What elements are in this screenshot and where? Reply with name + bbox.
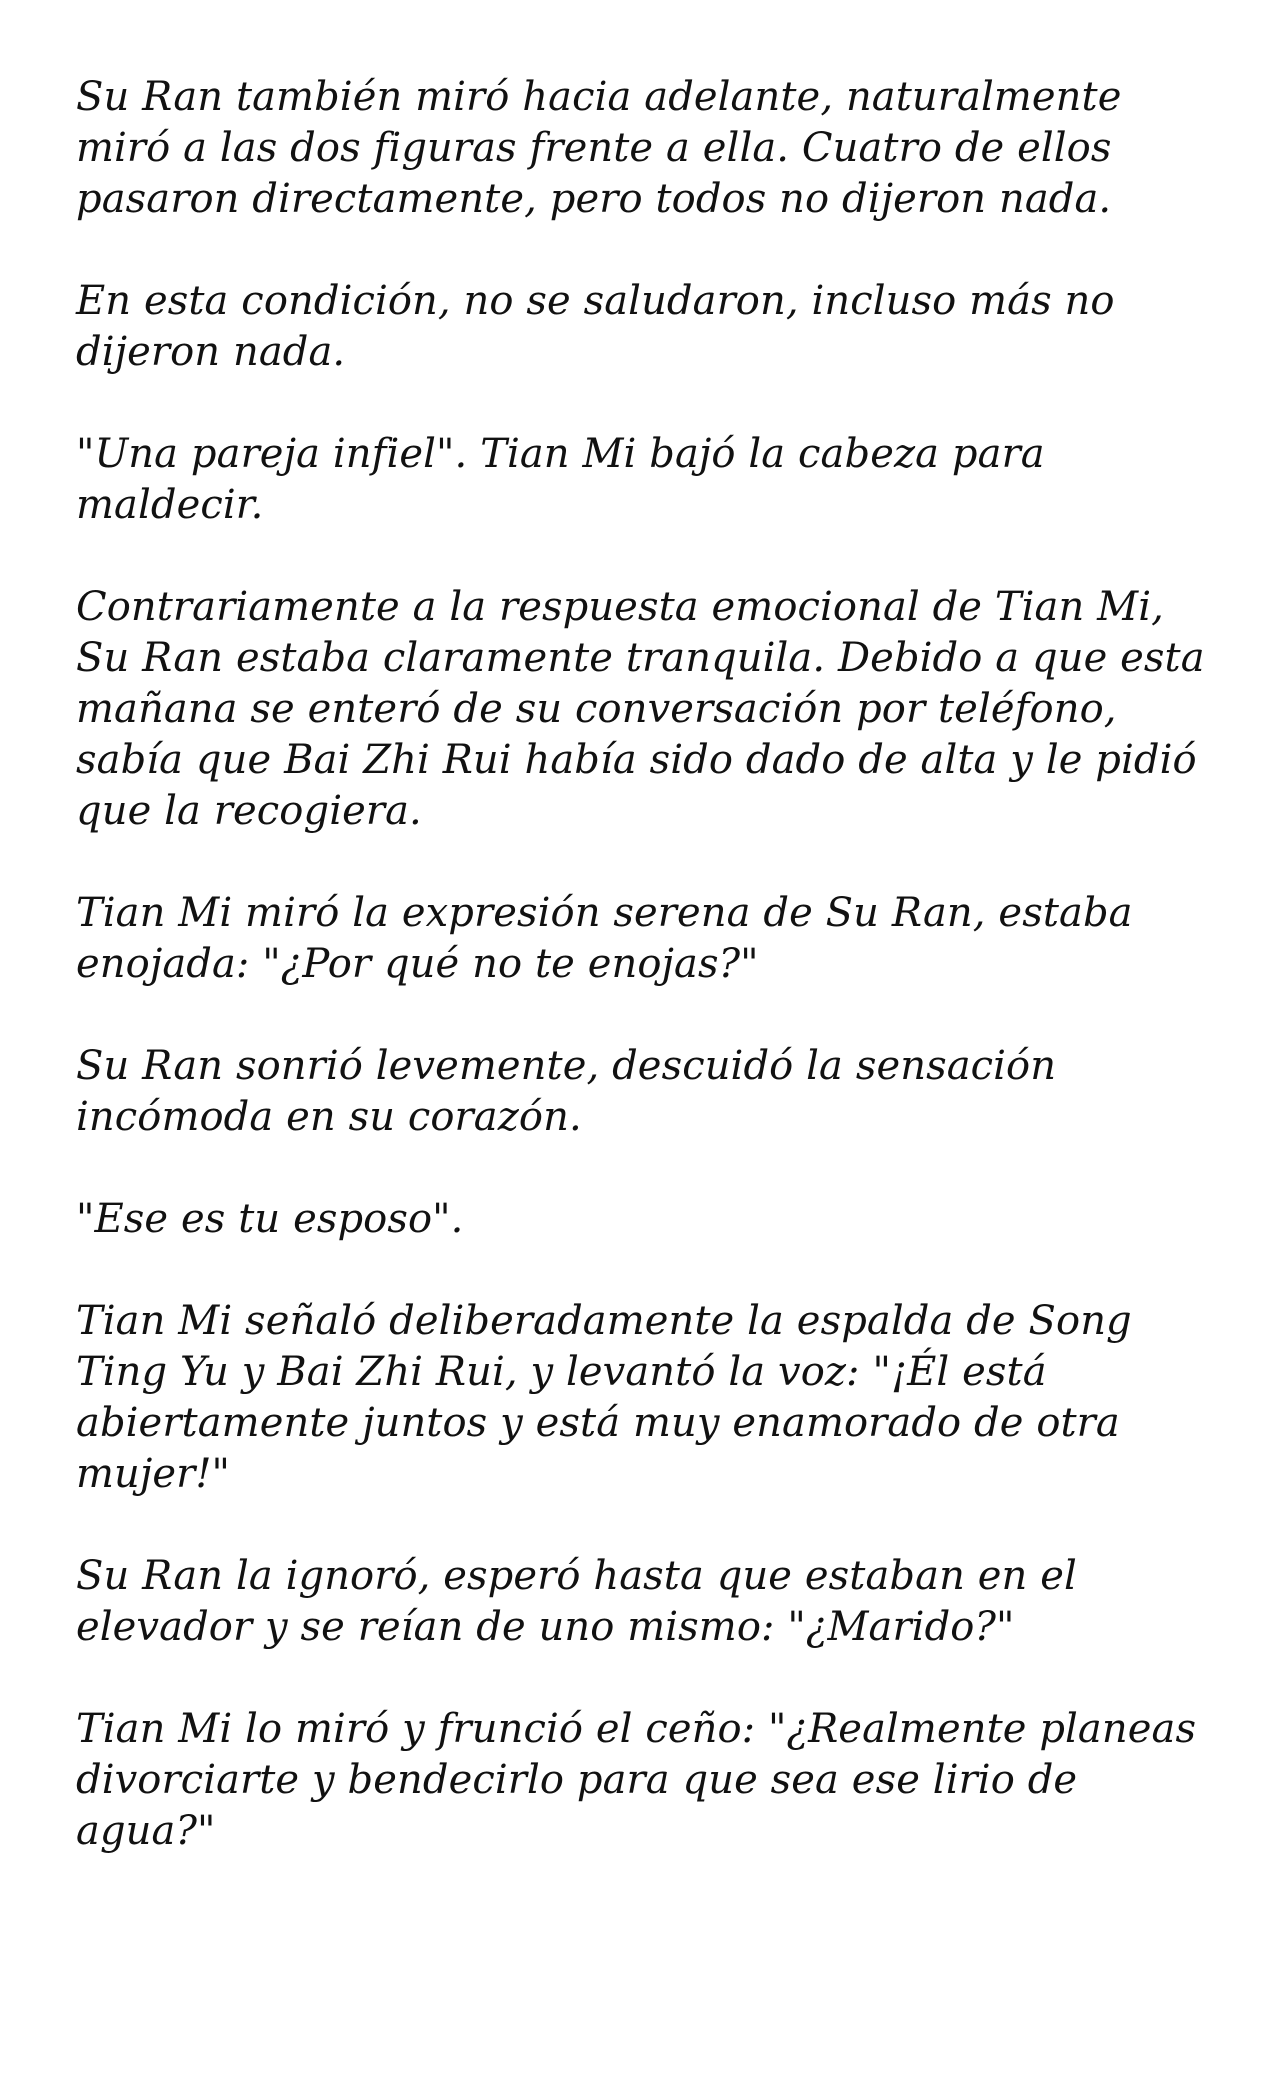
- document-body: [76, 72, 1206, 1908]
- paragraph: "Una pareja infiel". Tian Mi bajó la cabeza para maldecir.: [76, 431, 1045, 528]
- paragraph: Su Ran la ignoró, esperó hasta que estaban en el elevador y se reían de uno mismo: "¿Marido?": [76, 1553, 1077, 1650]
- paragraph: En esta condición, no se saludaron, incluso más no dijeron nada.: [76, 278, 1115, 375]
- paragraph: Su Ran también miró hacia adelante, naturalmente miró a las dos figuras frente a ella. Cuatro de ellos pasaron directamente, pero todos no dijeron nada.: [76, 74, 1122, 222]
- paragraph: Contrariamente a la respuesta emocional de Tian Mi, Su Ran estaba claramente tranquila. Debido a que esta mañana se enteró de su conversación por teléfono, sabía que Bai Zhi Rui había sido dado de alta y le pidió que la recogiera.: [76, 584, 1205, 834]
- paragraph: Su Ran sonrió levemente, descuidó la sensación incómoda en su corazón.: [76, 1043, 1057, 1140]
- paragraph: Tian Mi miró la expresión serena de Su Ran, estaba enojada: "¿Por qué no te enojas?": [76, 890, 1133, 987]
- paragraph: Tian Mi lo miró y frunció el ceño: "¿Realmente planeas divorciarte y bendecirlo para que sea ese lirio de agua?": [76, 1706, 1197, 1854]
- paragraph: "Ese es tu esposo".: [76, 1196, 464, 1242]
- paragraph: Tian Mi señaló deliberadamente la espalda de Song Ting Yu y Bai Zhi Rui, y levantó la voz: "¡Él está abiertamente juntos y está muy enamorado de otra mujer!": [76, 1298, 1132, 1497]
